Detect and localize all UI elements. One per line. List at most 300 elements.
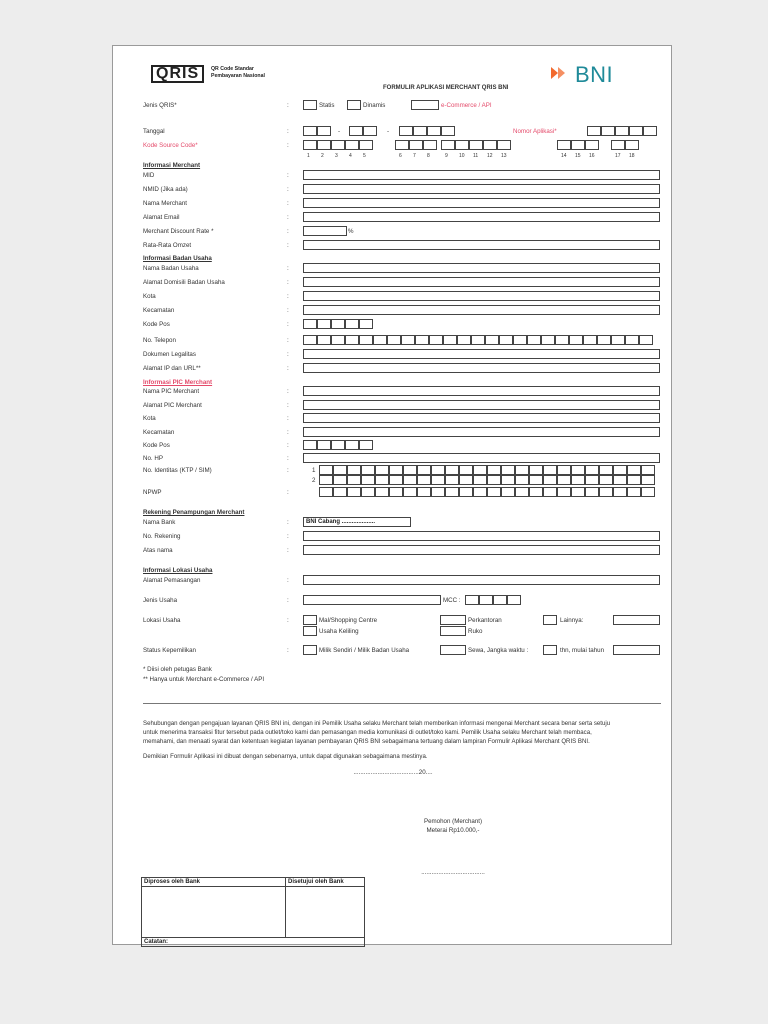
nama-bank-field[interactable]: BNI Cabang .................... <box>303 517 411 527</box>
qris-logo <box>151 65 265 83</box>
mulai-tahun-field[interactable] <box>613 645 660 655</box>
npwp-cell[interactable] <box>347 487 361 497</box>
milik-checkbox[interactable] <box>303 645 317 655</box>
mdr-field[interactable] <box>303 226 347 236</box>
mal-checkbox[interactable] <box>303 615 317 625</box>
bni-logo <box>575 62 613 88</box>
nama-pic-label: Nama PIC Merchant <box>143 388 200 395</box>
kode-source-cell[interactable] <box>571 140 585 150</box>
date-separator: - <box>387 128 390 135</box>
perkantoran-label: Perkantoran <box>468 617 502 624</box>
colon: : <box>287 321 289 328</box>
telepon-label: No. Telepon <box>143 337 176 344</box>
colon: : <box>287 242 289 249</box>
lokasi-heading: Informasi Lokasi Usaha <box>143 567 213 574</box>
npwp-cell[interactable] <box>529 487 543 497</box>
no-rekening-field[interactable] <box>303 531 660 541</box>
nama-merchant-field[interactable] <box>303 198 660 208</box>
alamat-pemasangan-field[interactable] <box>303 575 660 585</box>
npwp-cell[interactable] <box>599 487 613 497</box>
identitas-row-2-cell[interactable] <box>333 475 347 485</box>
identitas-row-1-cell[interactable] <box>585 465 599 475</box>
statement-line-1: Sehubungan dengan pengajuan layanan QRIS BNI ini, dengan ini Pemilik Usaha selaku Merchant telah memberikan informasi mengenai Merchant secara benar serta setuju <box>143 720 611 727</box>
telepon-cell[interactable] <box>471 335 485 345</box>
npwp-cell[interactable] <box>375 487 389 497</box>
nama-badan-usaha-field[interactable] <box>303 263 660 273</box>
kode-source-digit: 8 <box>427 153 430 159</box>
alamat-pic-label: Alamat PIC Merchant <box>143 402 202 409</box>
divider <box>143 703 661 704</box>
omzet-field[interactable] <box>303 240 660 250</box>
identitas-row-1-cell[interactable] <box>473 465 487 475</box>
telepon-cell[interactable] <box>639 335 653 345</box>
pic-hp-label: No. HP <box>143 455 163 462</box>
npwp-cell[interactable] <box>585 487 599 497</box>
note-1: * Diisi oleh petugas Bank <box>143 666 212 673</box>
kode-pos-cell[interactable] <box>317 319 331 329</box>
atas-nama-field[interactable] <box>303 545 660 555</box>
telepon-cell[interactable] <box>611 335 625 345</box>
colon: : <box>287 415 289 422</box>
telepon-cell[interactable] <box>345 335 359 345</box>
identitas-row-2-cell[interactable] <box>529 475 543 485</box>
disetujui-header: Disetujui oleh Bank <box>286 878 365 887</box>
colon: : <box>287 214 289 221</box>
npwp-cell[interactable] <box>627 487 641 497</box>
qris-logo-subtitle <box>211 66 265 79</box>
mdr-unit: % <box>348 228 354 235</box>
colon: : <box>287 293 289 300</box>
kode-pos-cell[interactable] <box>303 319 317 329</box>
sewa-years-field[interactable] <box>543 645 557 655</box>
pic-kode-pos-label: Kode Pos <box>143 442 170 449</box>
atas-nama-label: Atas nama <box>143 547 173 554</box>
identitas-row-2-cell[interactable] <box>557 475 571 485</box>
kota-label: Kota <box>143 293 156 300</box>
mdr-label: Merchant Discount Rate * <box>143 228 214 235</box>
identitas-row-2-cell[interactable] <box>431 475 445 485</box>
alamat-pemasangan-label: Alamat Pemasangan <box>143 577 201 584</box>
identitas-row-2-cell[interactable] <box>473 475 487 485</box>
npwp-cell[interactable] <box>431 487 445 497</box>
telepon-cell[interactable] <box>583 335 597 345</box>
date-cell[interactable] <box>317 126 331 136</box>
disetujui-sign-area[interactable] <box>286 887 365 938</box>
identitas-row-2-cell[interactable] <box>571 475 585 485</box>
identitas-row-2-cell[interactable] <box>613 475 627 485</box>
date-cell[interactable] <box>441 126 455 136</box>
identitas-row-1-cell[interactable] <box>641 465 655 475</box>
identitas-row-2-cell[interactable] <box>515 475 529 485</box>
kode-source-digit: 18 <box>629 153 635 159</box>
npwp-cell[interactable] <box>543 487 557 497</box>
telepon-cell[interactable] <box>303 335 317 345</box>
identitas-row-2-cell[interactable] <box>641 475 655 485</box>
kode-source-cell[interactable] <box>331 140 345 150</box>
date-cell[interactable] <box>363 126 377 136</box>
colon: : <box>287 337 289 344</box>
diproses-sign-area[interactable] <box>142 887 286 938</box>
npwp-cell[interactable] <box>389 487 403 497</box>
colon: : <box>287 519 289 526</box>
identitas-row-2-cell[interactable] <box>543 475 557 485</box>
date-cell[interactable] <box>427 126 441 136</box>
kode-source-digit: 7 <box>413 153 416 159</box>
nmid-label: NMID (Jika ada) <box>143 186 188 193</box>
identitas-row-1-cell[interactable] <box>445 465 459 475</box>
colon: : <box>287 617 289 624</box>
telepon-cell[interactable] <box>513 335 527 345</box>
identitas-row-1-cell[interactable] <box>613 465 627 475</box>
colon: : <box>287 547 289 554</box>
colon: : <box>287 402 289 409</box>
pic-kode-pos-cell[interactable] <box>303 440 317 450</box>
pic-kode-pos-cell[interactable] <box>345 440 359 450</box>
bank-approval-table <box>141 877 365 947</box>
nomor-aplikasi-cell[interactable] <box>601 126 615 136</box>
colon: : <box>287 442 289 449</box>
telepon-cell[interactable] <box>373 335 387 345</box>
identitas-row-2-cell[interactable] <box>487 475 501 485</box>
status-label: Status Kepemilikan <box>143 647 196 654</box>
npwp-cell[interactable] <box>487 487 501 497</box>
colon: : <box>287 365 289 372</box>
identitas-row-2-cell[interactable] <box>599 475 613 485</box>
kode-source-cell[interactable] <box>585 140 599 150</box>
telepon-cell[interactable] <box>555 335 569 345</box>
alamat-badan-usaha-field[interactable] <box>303 277 660 287</box>
mcc-label: MCC : <box>443 597 461 604</box>
nmid-field[interactable] <box>303 184 660 194</box>
milik-label: Milik Sendiri / Milik Badan Usaha <box>319 647 410 654</box>
kode-pos-cell[interactable] <box>359 319 373 329</box>
telepon-cell[interactable] <box>527 335 541 345</box>
keliling-checkbox[interactable] <box>303 626 317 636</box>
dokumen-field[interactable] <box>303 349 660 359</box>
identitas-row-2-cell[interactable] <box>375 475 389 485</box>
pic-kecamatan-label: Kecamatan <box>143 429 175 436</box>
kode-source-cell[interactable] <box>359 140 373 150</box>
kode-source-cell[interactable] <box>423 140 437 150</box>
jenis-qris-label: Jenis QRIS* <box>143 102 177 109</box>
qris-sub-line-2: Pembayaran Nasional <box>211 72 265 79</box>
date-cell[interactable] <box>413 126 427 136</box>
identitas-row-1-cell[interactable] <box>501 465 515 475</box>
identitas-row-1-cell[interactable] <box>459 465 473 475</box>
bni-mark-icon <box>549 66 569 80</box>
colon: : <box>287 577 289 584</box>
kode-source-digit: 13 <box>501 153 507 159</box>
mid-label: MID <box>143 172 155 179</box>
identitas-row-1-cell[interactable] <box>375 465 389 475</box>
sewa-checkbox[interactable] <box>440 645 466 655</box>
pemohon-label: Pemohon (Merchant) <box>423 818 483 825</box>
date-place-line: ......................................20.... <box>353 769 433 776</box>
telepon-cell[interactable] <box>457 335 471 345</box>
kode-source-cell[interactable] <box>441 140 455 150</box>
colon: : <box>287 228 289 235</box>
telepon-cell[interactable] <box>415 335 429 345</box>
mcc-cell[interactable] <box>507 595 521 605</box>
merchant-heading: Informasi Merchant <box>143 162 201 169</box>
identitas-row-2-cell[interactable] <box>389 475 403 485</box>
lainnya-label: Lainnya: <box>560 617 584 624</box>
npwp-cell[interactable] <box>571 487 585 497</box>
identitas-row-2-cell[interactable] <box>501 475 515 485</box>
dokumen-label: Dokumen Legalitas <box>143 351 196 358</box>
qris-sub-line-1: QR Code Standar <box>211 66 254 72</box>
mal-label: Mal/Shopping Centre <box>319 617 378 624</box>
ecommerce-label: e-Commerce / API <box>441 102 492 109</box>
kode-source-digit: 4 <box>349 153 352 159</box>
npwp-cell[interactable] <box>473 487 487 497</box>
statement <box>143 719 663 761</box>
form-page <box>112 45 672 945</box>
kode-source-cell[interactable] <box>483 140 497 150</box>
kode-source-cell[interactable] <box>317 140 331 150</box>
telepon-cell[interactable] <box>387 335 401 345</box>
perkantoran-checkbox[interactable] <box>440 615 466 625</box>
identitas-row-2-cell[interactable] <box>627 475 641 485</box>
note-2: ** Hanya untuk Merchant e-Commerce / API <box>143 676 265 683</box>
telepon-cell[interactable] <box>499 335 513 345</box>
npwp-cell[interactable] <box>459 487 473 497</box>
catatan-label[interactable]: Catatan: <box>142 938 365 947</box>
colon: : <box>287 533 289 540</box>
keliling-label: Usaha Keliling <box>319 628 359 635</box>
email-field[interactable] <box>303 212 660 222</box>
identitas-row-2-cell[interactable] <box>403 475 417 485</box>
npwp-cell[interactable] <box>515 487 529 497</box>
kode-pos-label: Kode Pos <box>143 321 170 328</box>
colon: : <box>287 455 289 462</box>
alamat-badan-usaha-label: Alamat Domisili Badan Usaha <box>143 279 225 286</box>
mid-field[interactable] <box>303 170 660 180</box>
kode-source-cell[interactable] <box>497 140 511 150</box>
identitas-row-1-cell[interactable] <box>361 465 375 475</box>
date-cell[interactable] <box>399 126 413 136</box>
npwp-cell[interactable] <box>361 487 375 497</box>
kode-source-digit: 16 <box>589 153 595 159</box>
kode-source-digit: 9 <box>445 153 448 159</box>
identitas-row-1-cell[interactable] <box>417 465 431 475</box>
colon: : <box>287 265 289 272</box>
tanggal-label: Tanggal <box>143 128 165 135</box>
telepon-cell[interactable] <box>429 335 443 345</box>
pic-kode-pos-cell[interactable] <box>331 440 345 450</box>
badan-usaha-heading: Informasi Badan Usaha <box>143 255 212 262</box>
pic-hp-field[interactable] <box>303 453 660 463</box>
kode-source-cell[interactable] <box>469 140 483 150</box>
colon: : <box>287 647 289 654</box>
telepon-cell[interactable] <box>331 335 345 345</box>
npwp-cell[interactable] <box>445 487 459 497</box>
kode-source-cell[interactable] <box>395 140 409 150</box>
colon: : <box>287 142 289 149</box>
identitas-row-1-cell[interactable] <box>599 465 613 475</box>
date-cell[interactable] <box>303 126 317 136</box>
colon: : <box>287 307 289 314</box>
colon: : <box>287 388 289 395</box>
nomor-aplikasi-cell[interactable] <box>587 126 601 136</box>
kode-source-digit: 6 <box>399 153 402 159</box>
colon: : <box>287 279 289 286</box>
identitas-row-1-cell[interactable] <box>403 465 417 475</box>
pic-heading: Informasi PIC Merchant <box>143 379 213 386</box>
telepon-cell[interactable] <box>569 335 583 345</box>
kode-source-label: Kode Source Code* <box>143 142 198 149</box>
nama-merchant-label: Nama Merchant <box>143 200 188 207</box>
identitas-row-1-cell[interactable] <box>571 465 585 475</box>
rekening-heading: Rekening Penampungan Merchant <box>143 509 245 516</box>
nomor-aplikasi-cell[interactable] <box>643 126 657 136</box>
npwp-cell[interactable] <box>403 487 417 497</box>
ruko-checkbox[interactable] <box>440 626 466 636</box>
kode-source-cell[interactable] <box>303 140 317 150</box>
identitas-row-1-cell[interactable] <box>389 465 403 475</box>
mcc-cell[interactable] <box>465 595 479 605</box>
qris-logo-text: QRIS <box>151 65 204 83</box>
npwp-cell[interactable] <box>613 487 627 497</box>
identitas-row-2-cell[interactable] <box>445 475 459 485</box>
kode-source-digit: 12 <box>487 153 493 159</box>
kecamatan-label: Kecamatan <box>143 307 175 314</box>
npwp-cell[interactable] <box>641 487 655 497</box>
lainnya-checkbox[interactable] <box>543 615 557 625</box>
kode-source-digit: 15 <box>575 153 581 159</box>
lainnya-field[interactable] <box>613 615 660 625</box>
omzet-label: Rata-Rata Omzet <box>143 242 192 249</box>
nama-pic-field[interactable] <box>303 386 660 396</box>
colon: : <box>287 351 289 358</box>
bni-logo-text: BNI <box>575 62 614 87</box>
identitas-row-1-cell[interactable] <box>431 465 445 475</box>
colon: : <box>287 200 289 207</box>
identitas-row-2-cell[interactable] <box>459 475 473 485</box>
pic-kota-label: Kota <box>143 415 156 422</box>
pic-kecamatan-field[interactable] <box>303 427 660 437</box>
statement-line-4: Demikian Formulir Aplikasi ini dibuat dengan sebenarnya, untuk dapat digunakan sebagaimana mestinya. <box>143 753 428 760</box>
identitas-row-2: 2 <box>312 477 316 484</box>
meterai-label: Meterai Rp10.000,- <box>426 827 480 834</box>
pic-kode-pos-cell[interactable] <box>317 440 331 450</box>
npwp-cell[interactable] <box>417 487 431 497</box>
colon: : <box>287 186 289 193</box>
telepon-cell[interactable] <box>485 335 499 345</box>
statis-checkbox[interactable] <box>303 100 317 110</box>
identitas-row-1-cell[interactable] <box>529 465 543 475</box>
no-rekening-label: No. Rekening <box>143 533 181 540</box>
telepon-cell[interactable] <box>625 335 639 345</box>
kode-pos-cell[interactable] <box>345 319 359 329</box>
identitas-row-1: 1 <box>312 467 316 474</box>
identitas-row-2-cell[interactable] <box>585 475 599 485</box>
telepon-cell[interactable] <box>597 335 611 345</box>
statement-line-3: memahami, dan menaati syarat dan ketentuan kegiatan layanan pembayaran QRIS BNI sebagaimana tertuang dalam lampiran Formulir Aplikasi Merchant QRIS BNI. <box>143 738 590 745</box>
identitas-row-1-cell[interactable] <box>543 465 557 475</box>
kode-source-cell[interactable] <box>611 140 625 150</box>
date-cell[interactable] <box>349 126 363 136</box>
colon: : <box>287 128 289 135</box>
npwp-cell[interactable] <box>557 487 571 497</box>
kode-source-digit: 2 <box>321 153 324 159</box>
pic-kode-pos-cell[interactable] <box>359 440 373 450</box>
nomor-aplikasi-cell[interactable] <box>615 126 629 136</box>
telepon-cell[interactable] <box>317 335 331 345</box>
identitas-row-1-cell[interactable] <box>319 465 333 475</box>
ruko-label: Ruko <box>468 628 483 635</box>
nomor-aplikasi-cell[interactable] <box>629 126 643 136</box>
kode-source-digit: 10 <box>459 153 465 159</box>
statement-line-2: untuk menerima transaksi fitur tersebut pada outlet/toko kami dan pemasangan media komunikasi di outlet/toko kami. Pemilik Usaha selaku Merchant telah membaca, <box>143 729 592 736</box>
telepon-cell[interactable] <box>359 335 373 345</box>
colon: : <box>287 467 289 474</box>
identitas-row-2-cell[interactable] <box>361 475 375 485</box>
ecommerce-checkbox[interactable] <box>411 100 439 110</box>
colon: : <box>287 172 289 179</box>
identitas-row-1-cell[interactable] <box>333 465 347 475</box>
pic-kota-field[interactable] <box>303 413 660 423</box>
thn-label: thn, mulai tahun <box>560 647 605 654</box>
identitas-row-2-cell[interactable] <box>319 475 333 485</box>
mcc-cell[interactable] <box>479 595 493 605</box>
npwp-cell[interactable] <box>333 487 347 497</box>
npwp-cell[interactable] <box>501 487 515 497</box>
kode-source-cell[interactable] <box>625 140 639 150</box>
nama-badan-usaha-label: Nama Badan Usaha <box>143 265 199 272</box>
colon: : <box>287 429 289 436</box>
email-label: Alamat Email <box>143 214 180 221</box>
nomor-aplikasi-label: Nomor Aplikasi* <box>513 128 557 135</box>
identitas-row-2-cell[interactable] <box>347 475 361 485</box>
kode-source-cell[interactable] <box>557 140 571 150</box>
kode-source-digit: 5 <box>363 153 366 159</box>
kode-source-cell[interactable] <box>409 140 423 150</box>
identitas-row-1-cell[interactable] <box>627 465 641 475</box>
ip-url-field[interactable] <box>303 363 660 373</box>
identitas-row-2-cell[interactable] <box>417 475 431 485</box>
dinamis-checkbox[interactable] <box>347 100 361 110</box>
kode-source-digit: 17 <box>615 153 621 159</box>
sewa-label: Sewa, Jangka waktu : <box>468 647 529 654</box>
kota-field[interactable] <box>303 291 660 301</box>
lokasi-usaha-label: Lokasi Usaha <box>143 617 181 624</box>
mcc-cell[interactable] <box>493 595 507 605</box>
telepon-cell[interactable] <box>443 335 457 345</box>
telepon-cell[interactable] <box>401 335 415 345</box>
dinamis-label: Dinamis <box>363 102 386 109</box>
identitas-row-1-cell[interactable] <box>347 465 361 475</box>
identitas-row-1-cell[interactable] <box>515 465 529 475</box>
identitas-row-1-cell[interactable] <box>487 465 501 475</box>
kode-source-digit: 11 <box>473 153 479 159</box>
kode-source-cell[interactable] <box>345 140 359 150</box>
kode-source-digit: 1 <box>307 153 310 159</box>
diproses-header: Diproses oleh Bank <box>142 878 286 887</box>
jenis-usaha-label: Jenis Usaha <box>143 597 178 604</box>
signature-line: ..................................... <box>421 869 485 876</box>
npwp-cell[interactable] <box>319 487 333 497</box>
kode-source-cell[interactable] <box>455 140 469 150</box>
kode-pos-cell[interactable] <box>331 319 345 329</box>
alamat-pic-field[interactable] <box>303 400 660 410</box>
kode-source-digit: 3 <box>335 153 338 159</box>
telepon-cell[interactable] <box>541 335 555 345</box>
jenis-usaha-field[interactable] <box>303 595 441 605</box>
kecamatan-field[interactable] <box>303 305 660 315</box>
identitas-row-1-cell[interactable] <box>557 465 571 475</box>
identitas-label: No. Identitas (KTP / SIM) <box>143 467 212 474</box>
